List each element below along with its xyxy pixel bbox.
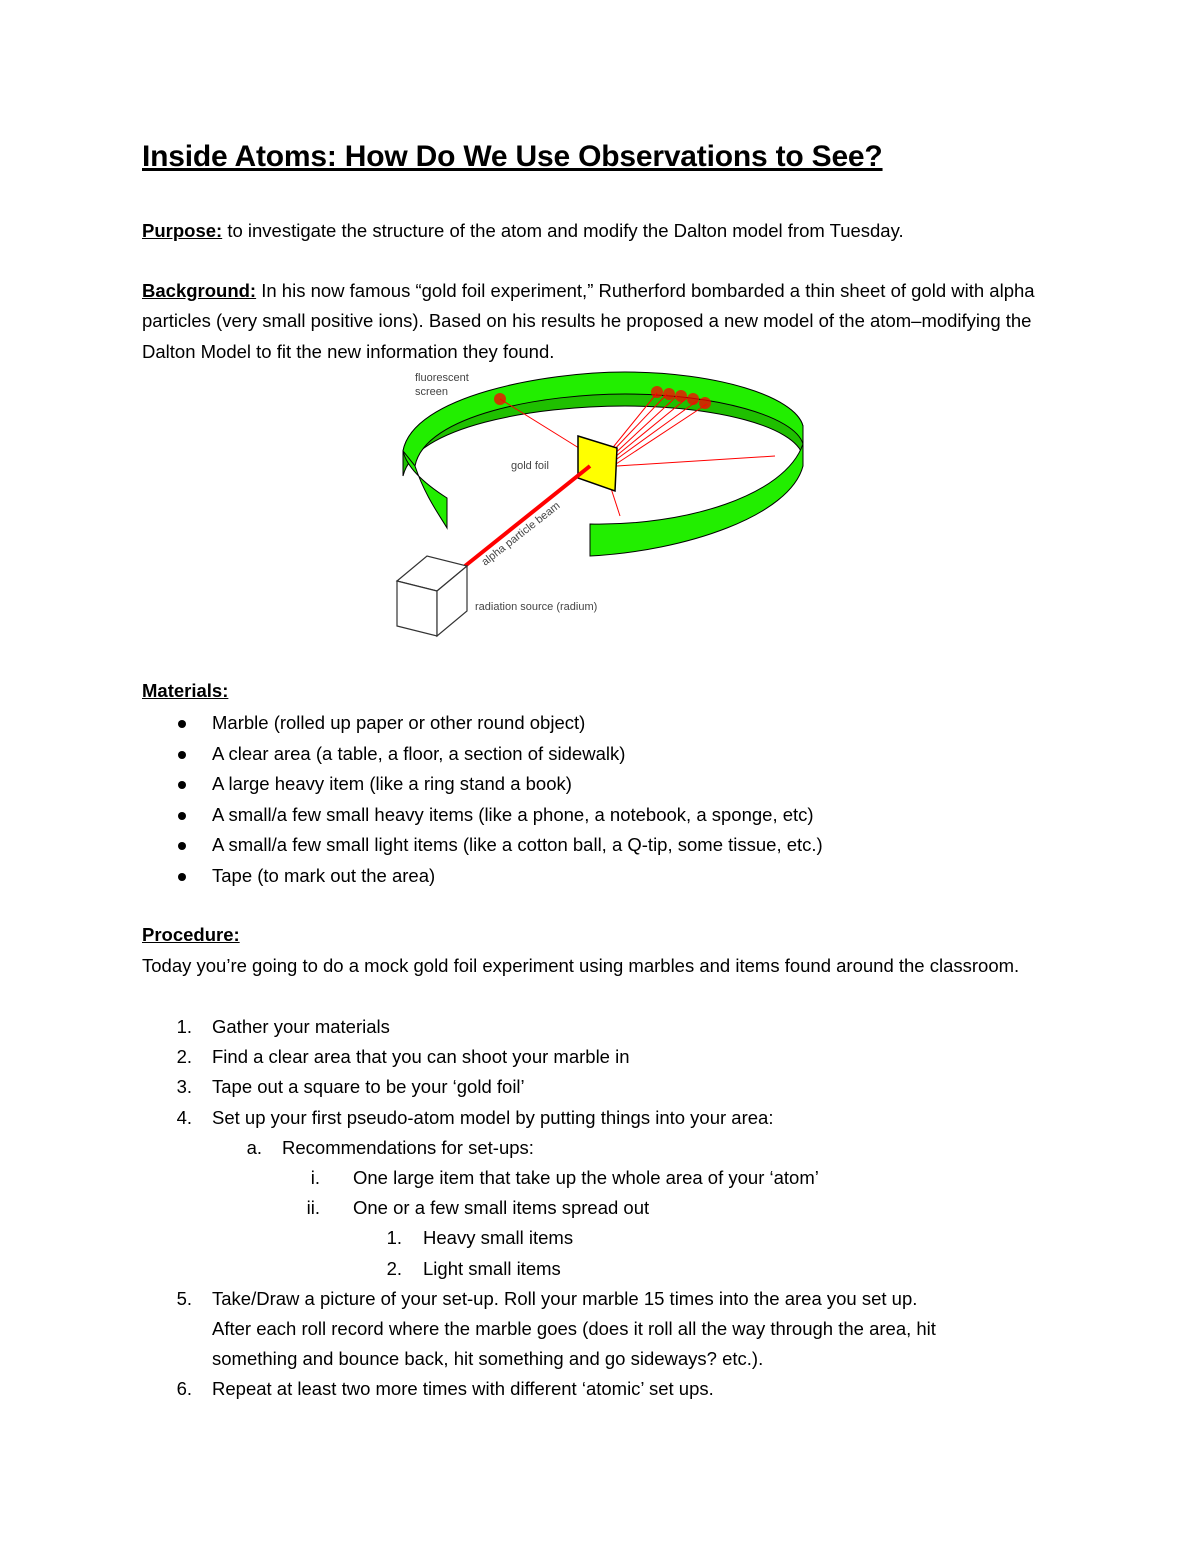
label-gold-foil: gold foil <box>511 460 549 472</box>
step-number: 2. <box>386 1257 402 1279</box>
materials-item <box>142 708 823 739</box>
materials-item-text: A small/a few small light items (like a cotton ball, a Q-tip, some tissue, etc.) <box>212 834 823 856</box>
step-text: Tape out a square to be your ‘gold foil’ <box>212 1076 525 1098</box>
materials-heading: Materials: <box>142 680 229 701</box>
materials-item-text: A clear area (a table, a floor, a section of sidewalk) <box>212 742 626 764</box>
step-text: Repeat at least two more times with different ‘atomic’ set ups. <box>212 1378 714 1400</box>
materials-item-text: Marble (rolled up paper or other round object) <box>212 712 586 733</box>
step-text: Recommendations for set-ups: <box>282 1136 534 1158</box>
step-text: One large item that take up the whole area of your ‘atom’ <box>353 1166 819 1188</box>
step-number: a. <box>246 1136 262 1158</box>
background-text: In his now famous “gold foil experiment,” Rutherford bombarded a thin sheet of gold with alpha particles (very small positive ions). Based on his results he proposed a new model of the atom–modifying the Dalton Model to fit the new information they found. <box>142 280 1035 362</box>
step-number: 2. <box>176 1046 192 1068</box>
background-label: Background: <box>142 280 257 301</box>
materials-list <box>142 708 823 892</box>
materials-item <box>142 739 823 770</box>
bullet-icon <box>178 812 186 820</box>
step-number: ii. <box>306 1197 320 1219</box>
procedure-intro: Today you’re going to do a mock gold foil experiment using marbles and items found around the classroom. <box>142 955 1020 976</box>
materials-item-text: A small/a few small heavy items (like a phone, a notebook, a sponge, etc) <box>212 803 814 825</box>
gold-foil-shape <box>578 436 617 491</box>
label-alpha-beam: alpha particle beam <box>479 499 563 569</box>
purpose-paragraph <box>142 216 1072 246</box>
purpose-label: Purpose: <box>142 220 223 241</box>
materials-item <box>142 800 823 831</box>
bullet-icon <box>178 720 186 728</box>
label-screen-2: screen <box>415 386 449 398</box>
bullet-icon <box>178 873 186 881</box>
step-number: 5. <box>176 1287 192 1309</box>
alpha-beam <box>465 466 590 566</box>
materials-item <box>142 861 823 892</box>
step-text: After each roll record where the marble goes (does it roll all the way through the area, hit <box>212 1317 936 1339</box>
materials-item-text: A large heavy item (like a ring stand a book) <box>212 773 572 795</box>
rutherford-diagram-svg <box>385 366 815 641</box>
step-text: Set up your first pseudo-atom model by putting things into your area: <box>212 1106 774 1128</box>
bullet-icon <box>178 842 186 850</box>
step-text: Light small items <box>423 1257 561 1279</box>
page-title: Inside Atoms: How Do We Use Observations to See? <box>142 140 883 173</box>
label-radiation-source: radiation source (radium) <box>475 601 598 613</box>
step-number: 1. <box>386 1227 402 1249</box>
radiation-source-cube <box>397 556 467 636</box>
step-number: 1. <box>176 1016 192 1037</box>
step-text: Find a clear area that you can shoot your marble in <box>212 1046 630 1068</box>
step-text: Take/Draw a picture of your set-up. Roll your marble 15 times into the area you set up. <box>212 1287 918 1309</box>
bullet-icon <box>178 781 186 789</box>
procedure-heading: Procedure: <box>142 924 240 945</box>
step-text: Heavy small items <box>423 1227 574 1249</box>
materials-item-text: Tape (to mark out the area) <box>212 864 436 886</box>
step-text: One or a few small items spread out <box>353 1197 650 1219</box>
step-number: i. <box>310 1166 320 1188</box>
rutherford-diagram <box>385 366 815 641</box>
step-number: 3. <box>176 1076 192 1098</box>
label-screen-1: fluorescent <box>415 372 469 384</box>
step-text: Gather your materials <box>212 1016 390 1037</box>
step-number: 4. <box>176 1106 192 1128</box>
materials-item <box>142 830 823 861</box>
bullet-icon <box>178 751 186 759</box>
purpose-text: to investigate the structure of the atom and modify the Dalton model from Tuesday. <box>222 220 904 241</box>
background-paragraph <box>142 276 1072 367</box>
step-text: something and bounce back, hit something and go sideways? etc.). <box>212 1348 764 1370</box>
materials-item <box>142 769 823 800</box>
screen-left-front <box>403 451 447 528</box>
step-number: 6. <box>176 1378 192 1400</box>
